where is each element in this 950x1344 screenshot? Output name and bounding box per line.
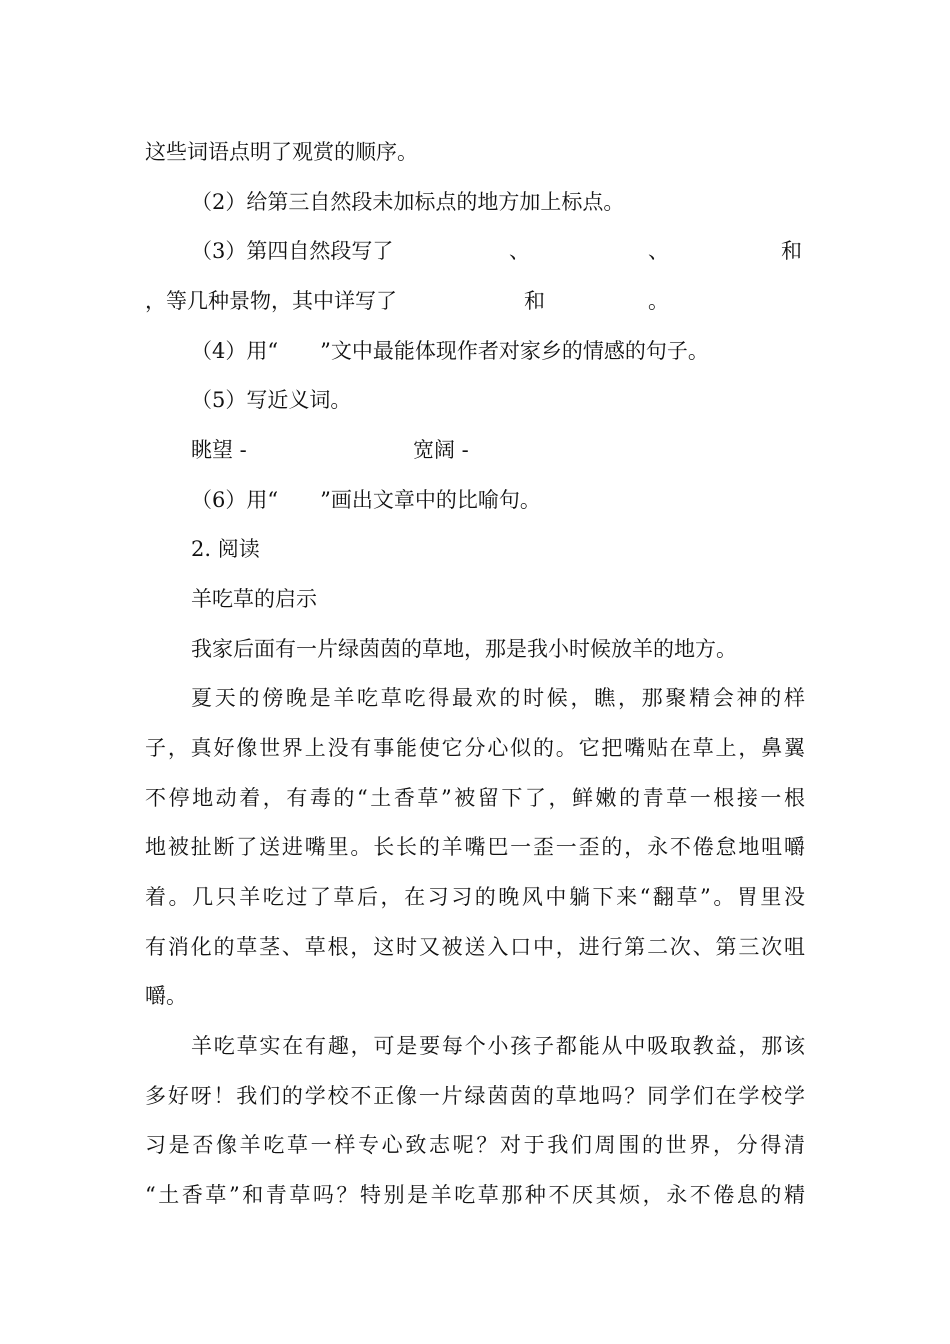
paragraph-2-line: 嚼。 bbox=[145, 984, 187, 1008]
question-5: （5）写近义词。 bbox=[191, 388, 352, 412]
paragraph-3-line: 习是否像羊吃草一样专心致志呢？对于我们周围的世界，分得清 bbox=[145, 1133, 805, 1157]
question-3-prefix: （3）第四自然段写了 bbox=[191, 239, 394, 263]
paragraph-3-line: “土香草”和青草吗？特别是羊吃草那种不厌其烦，永不倦息的精 bbox=[145, 1183, 805, 1207]
blank-connector: 和 bbox=[781, 239, 802, 263]
paragraph-2-line: 着。几只羊吃过了草后，在习习的晚风中躺下来“翻草”。胃里没 bbox=[145, 885, 805, 909]
article-title: 羊吃草的启示 bbox=[191, 587, 317, 611]
blank-separator: 、 bbox=[648, 239, 669, 263]
question-3-continuation: ，等几种景物，其中详写了 bbox=[145, 289, 397, 313]
paragraph-2-line: 有消化的草茎、草根，这时又被送入口中，进行第二次、第三次咀 bbox=[145, 935, 805, 959]
synonym-word-1: 眺望 - bbox=[191, 438, 247, 462]
paragraph-3-line: 羊吃草实在有趣，可是要每个小孩子都能从中吸取教益，那该 bbox=[191, 1034, 805, 1058]
synonym-row bbox=[145, 435, 805, 465]
question-2: （2）给第三自然段未加标点的地方加上标点。 bbox=[191, 190, 625, 214]
section-heading: 2. 阅读 bbox=[191, 537, 260, 561]
paragraph-2-line: 夏天的傍晚是羊吃草吃得最欢的时候，瞧，那聚精会神的样 bbox=[191, 686, 805, 710]
paragraph-2-line: 地被扯断了送进嘴里。长长的羊嘴巴一歪一歪的，永不倦怠地咀嚼 bbox=[145, 835, 805, 859]
question-4: （4）用“ ”文中最能体现作者对家乡的情感的句子。 bbox=[191, 339, 709, 363]
text-line: 这些词语点明了观赏的顺序。 bbox=[145, 140, 418, 164]
paragraph-2-line: 不停地动着，有毒的“土香草”被留下了，鲜嫩的青草一根接一根 bbox=[145, 786, 805, 810]
question-3-line-2 bbox=[145, 286, 805, 316]
blank-end: 。 bbox=[648, 289, 669, 313]
question-3-line-1 bbox=[145, 236, 805, 266]
question-6: （6）用“ ”画出文章中的比喻句。 bbox=[191, 488, 541, 512]
blank-separator: 、 bbox=[509, 239, 530, 263]
synonym-word-2: 宽阔 - bbox=[413, 438, 469, 462]
paragraph-3-line: 多好呀！我们的学校不正像一片绿茵茵的草地吗？同学们在学校学 bbox=[145, 1084, 805, 1108]
paragraph-2-line: 子，真好像世界上没有事能使它分心似的。它把嘴贴在草上，鼻翼 bbox=[145, 736, 805, 760]
paragraph-1: 我家后面有一片绿茵茵的草地，那是我小时候放羊的地方。 bbox=[191, 637, 737, 661]
blank-connector: 和 bbox=[524, 289, 545, 313]
